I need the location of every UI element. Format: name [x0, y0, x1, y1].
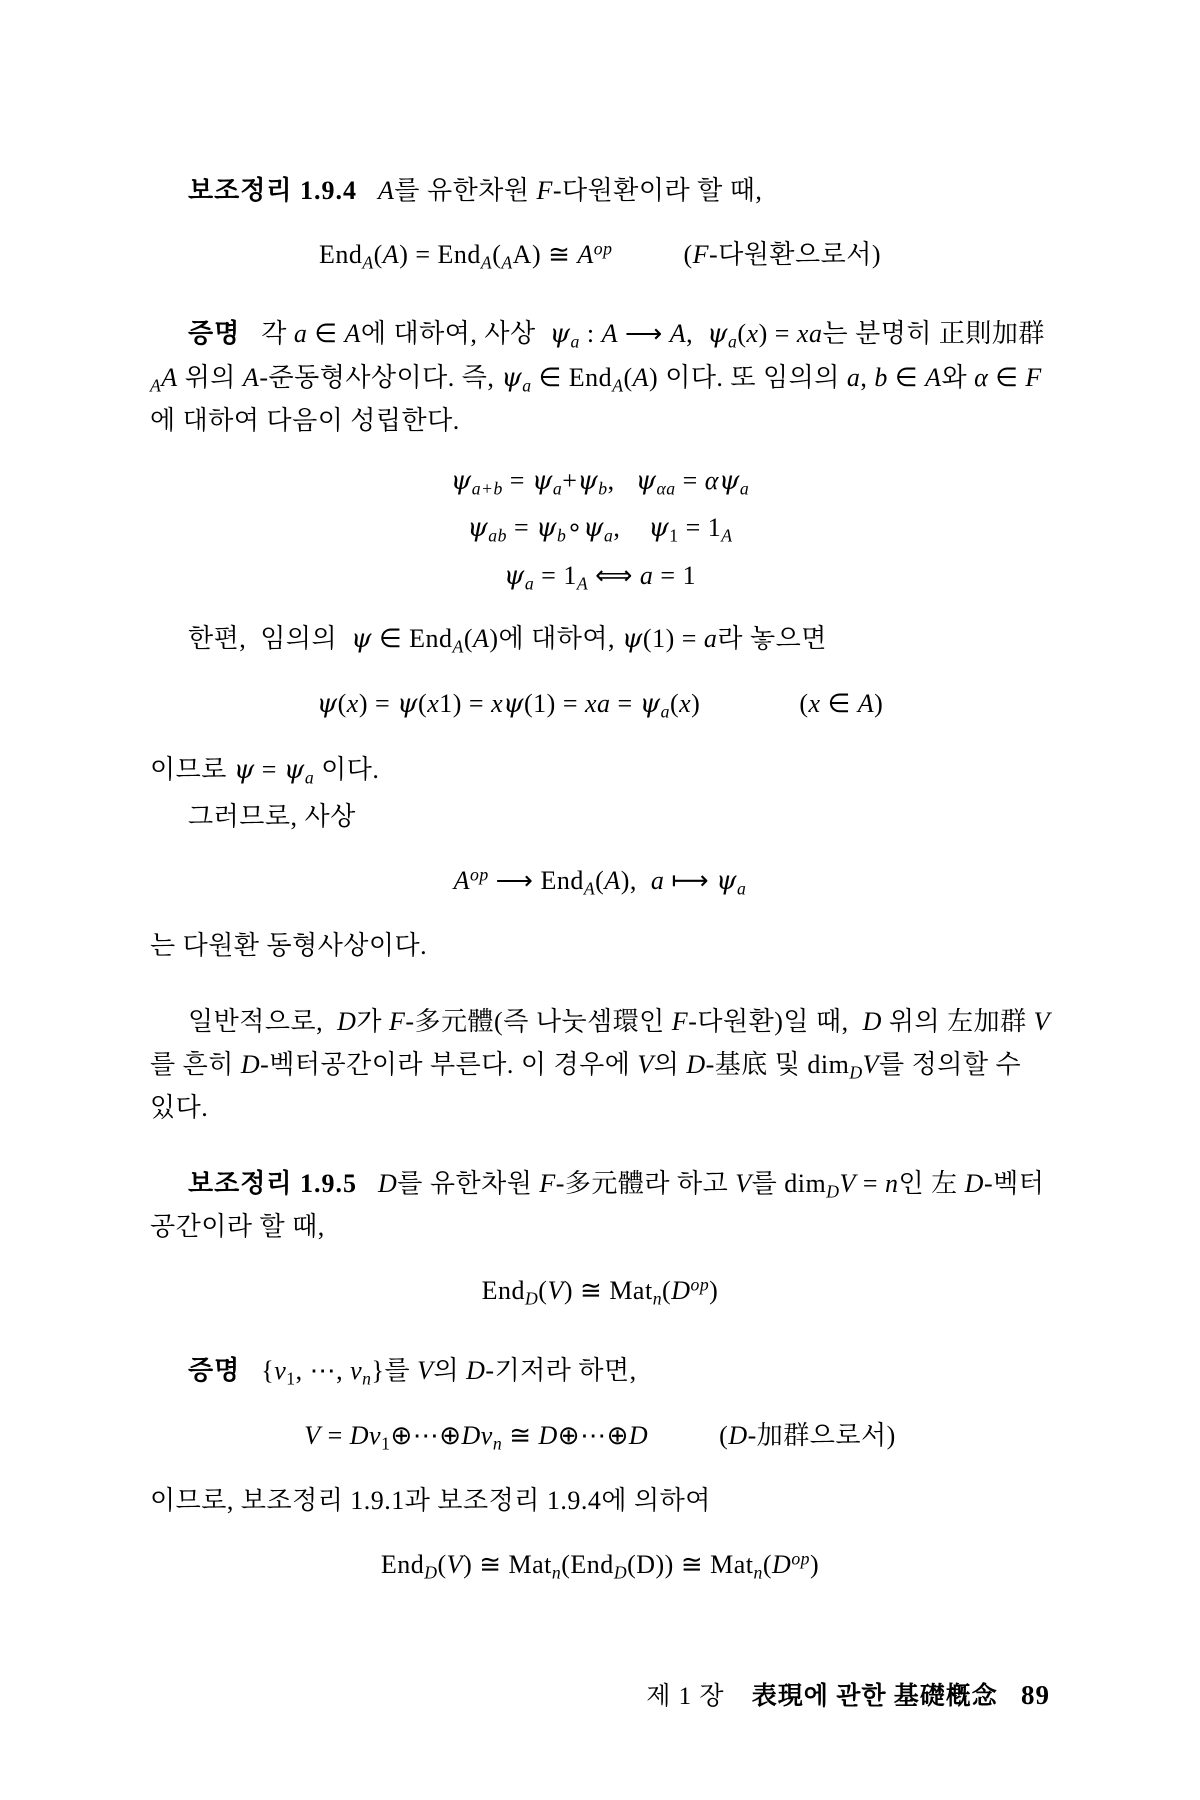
proof-1-equation-4-tag: (x ∈ A) — [799, 689, 884, 719]
proof-2-equation-1-row — [150, 1415, 1050, 1458]
proof-1-text-2: 한편, 임의의 ψ ∈ End$_A$(A)에 대하여, ψ(1) = a라 놓으면 — [188, 624, 827, 657]
lemma-1-9-4-equation: $End_A(A) = End_A(_AA)$ ≅ $A^{op}$ — [318, 238, 613, 273]
lemma-1-9-4 — [150, 170, 1050, 212]
page-number: 89 — [1021, 1680, 1050, 1710]
proof-1-text-1: 각 a ∈ A에 대하여, 사상 $\psi_a$ : A ⟶ A, $\psi_a(x)$ = xa는 분명히 正則加群 $_A$A 위의 A-준동형사상이다. 즉, $\psi_a$ ∈ End$_A$(A) 이다. 또 임의의 a, b ∈ A와 α ∈ F에 대하여 다음이 성립한다. — [150, 319, 1045, 435]
general-paragraph — [150, 1001, 1050, 1129]
proof-1-paragraph-3 — [150, 749, 1050, 792]
proof-1-equation-stack — [150, 460, 1050, 598]
proof-2-equation-1-note: (D-加群으로서) — [719, 1420, 896, 1450]
lemma-1-9-4-equation-row — [150, 234, 1050, 277]
proof-2-label: 증명 — [188, 1355, 241, 1385]
proof-2-text-1: {$v_1$, ⋯, $v_n$}를 V의 D-기저라 하면, — [247, 1355, 637, 1389]
proof-1-paragraph-5: 는 다원환 동형사상이다. — [150, 931, 428, 961]
lemma-1-9-5-label: 보조정리 1.9.5 — [188, 1168, 357, 1198]
proof-2-equation-2-row — [150, 1544, 1050, 1587]
proof-1-equation-5-row — [150, 860, 1050, 903]
lemma-1-9-5-statement: D를 유한차원 F-多元體라 하고 V를 dim$_D$V = n인 左 D-벡터공간이라 할 때, — [150, 1168, 1045, 1242]
page-footer — [646, 1676, 1050, 1712]
footer-title: 表現에 관한 基礎槪念 — [751, 1683, 998, 1710]
proof-1-equation-3: $\psi_a = 1_A$ ⟺ a = 1 — [503, 560, 697, 594]
proof-2-paragraph-2: 이므로, 보조정리 1.9.1과 보조정리 1.9.4에 의하여 — [150, 1486, 711, 1516]
proof-1-label: 증명 — [188, 319, 241, 349]
proof-1-paragraph-1 — [150, 313, 1050, 442]
lemma-1-9-5 — [150, 1163, 1050, 1248]
lemma-1-9-4-equation-note: (F-다원환으로서) — [683, 240, 882, 270]
page-body — [150, 170, 1050, 1588]
proof-1-equation-4: ψ(x) = ψ(x1) = xψ(1) = xa = $\psi_a(x)$ — [316, 689, 708, 722]
proof-2-equation-1: $V = Dv_1\oplus\cdots\oplus Dv_n$ ≅ D⊕⋯⊕D — [304, 1420, 649, 1454]
proof-1-equation-5: $A^{op}$ ⟶ End$_A$(A), a ⟼ $\psi_a$ — [453, 864, 747, 899]
lemma-1-9-5-equation: End$_D$(V) ≅ $Mat_n(D^{op})$ — [481, 1274, 719, 1309]
general-text: 일반적으로, D가 F-多元體(즉 나눗셈環인 F-다원환)일 때, D 위의 左加群 V를 흔히 D-벡터공간이라 부른다. 이 경우에 V의 D-基底 및 dim$_D$V를 정의할 수 있다. — [150, 1007, 1050, 1122]
lemma-1-9-4-label: 보조정리 1.9.4 — [188, 176, 357, 205]
proof-1-text-3: 이므로 $\psi = \psi_a$ 이다. — [150, 754, 380, 788]
proof-1-paragraph-4: 그러므로, 사상 — [188, 801, 356, 831]
proof-1-equation-1: $\psi_{a+b} = \psi_a+\psi_b$, $\psi_{\alpha a} = \alpha\psi_a$ — [450, 466, 750, 499]
proof-1-paragraph-2 — [150, 618, 1050, 661]
lemma-1-9-4-statement: A를 유한차원 F-다원환이라 할 때, — [377, 176, 763, 205]
proof-1-equation-2: $\psi_{ab}$ = $\psi_b\circ\psi_a$, $\psi_1 = 1_A$ — [467, 513, 733, 547]
proof-1-equation-4-row — [150, 683, 1050, 726]
proof-2-equation-2: End$_D$(V) ≅ Mat$_n$(End$_D$(D)) ≅ $Mat_n(D^{op})$ — [380, 1548, 820, 1583]
proof-2-paragraph-1 — [150, 1350, 1050, 1393]
footer-chapter: 제 1 장 — [646, 1683, 725, 1710]
lemma-1-9-5-equation-row — [150, 1270, 1050, 1313]
